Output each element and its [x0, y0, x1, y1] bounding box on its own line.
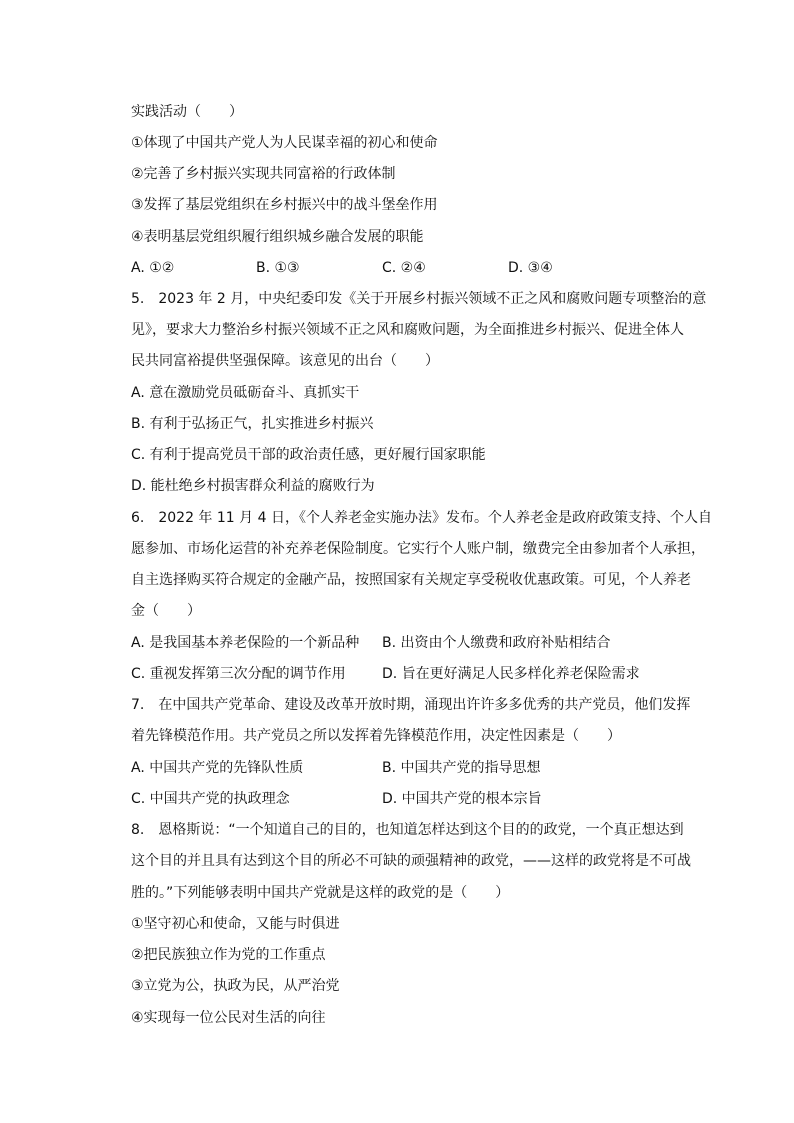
q7-option-c: C. 中国共产党的执政理念 — [131, 791, 290, 807]
q7-option-d: D. 中国共产党的根本宗旨 — [382, 791, 542, 807]
q6-option-b: B. 出资由个人缴费和政府补贴相结合 — [382, 635, 611, 651]
q7-stem-line-1: 7. 在中国共产党革命、建设及改革开放时期，涌现出许许多多优秀的共产党员，他们发挥 — [131, 697, 691, 713]
q5-option-d: D. 能杜绝乡村损害群众利益的腐败行为 — [131, 478, 375, 494]
q8-stem-line-3: 胜的。”下列能够表明中国共产党就是这样的政党的是（ ） — [131, 885, 510, 901]
q7-option-a: A. 中国共产党的先锋队性质 — [131, 760, 304, 776]
q5-stem-line-1: 5. 2023 年 2 月，中央纪委印发《关于开展乡村振兴领域不正之风和腐败问题专项整治的意 — [131, 291, 707, 307]
q4-stem-end: 实践活动（ ） — [131, 104, 243, 120]
q8-item-4: ④实现每一位公民对生活的向往 — [131, 1010, 326, 1026]
q5-stem-line-2: 见》，要求大力整治乡村振兴领域不正之风和腐败问题，为全面推进乡村振兴、促进全体人 — [131, 322, 684, 338]
q4-option-c: C. ②④ — [382, 260, 426, 276]
q5-option-c: C. 有利于提高党员干部的政治责任感，更好履行国家职能 — [131, 447, 486, 463]
q6-option-c: C. 重视发挥第三次分配的调节作用 — [131, 666, 346, 682]
q7-option-b: B. 中国共产党的指导思想 — [382, 760, 541, 776]
q4-option-b: B. ①③ — [256, 260, 300, 276]
q4-item-2: ②完善了乡村振兴实现共同富裕的行政体制 — [131, 166, 396, 182]
q6-stem-line-2: 愿参加、市场化运营的补充养老保险制度。它实行个人账户制，缴费完全由参加者个人承担， — [131, 541, 705, 557]
q5-option-b: B. 有利于弘扬正气，扎实推进乡村振兴 — [131, 416, 374, 432]
q4-item-1: ①体现了中国共产党人为人民谋幸福的初心和使命 — [131, 135, 438, 151]
q8-stem-line-2: 这个目的并且具有达到这个目的所必不可缺的顽强精神的政党，——这样的政党将是不可战 — [131, 853, 691, 869]
q5-option-a: A. 意在激励党员砥砺奋斗、真抓实干 — [131, 385, 360, 401]
q5-stem-line-3: 民共同富裕提供坚强保障。该意见的出台（ ） — [131, 353, 439, 369]
q8-item-3: ③立党为公，执政为民，从严治党 — [131, 978, 340, 994]
q7-stem-line-2: 着先锋模范作用。共产党员之所以发挥着先锋模范作用，决定性因素是（ ） — [131, 728, 621, 744]
q8-stem-line-1: 8. 恩格斯说：“一个知道自己的目的，也知道怎样达到这个目的的政党，一个真正想达到 — [131, 822, 684, 838]
q6-stem-line-4: 金（ ） — [131, 603, 201, 619]
q4-option-a: A. ①② — [131, 260, 175, 276]
q8-item-2: ②把民族独立作为党的工作重点 — [131, 947, 326, 963]
q4-item-3: ③发挥了基层党组织在乡村振兴中的战斗堡垒作用 — [131, 197, 438, 213]
q6-stem-line-1: 6. 2022 年 11 月 4 日，《个人养老金实施办法》发布。个人养老金是政府政策支持、个人自 — [131, 510, 712, 526]
q6-option-d: D. 旨在更好满足人民多样化养老保险需求 — [382, 666, 640, 682]
q4-item-4: ④表明基层党组织履行组织城乡融合发展的职能 — [131, 229, 424, 245]
q8-item-1: ①坚守初心和使命，又能与时俱进 — [131, 916, 340, 932]
q6-stem-line-3: 自主选择购买符合规定的金融产品，按照国家有关规定享受税收优惠政策。可见，个人养老 — [131, 572, 691, 588]
q4-option-d: D. ③④ — [508, 260, 553, 276]
q6-option-a: A. 是我国基本养老保险的一个新品种 — [131, 635, 360, 651]
